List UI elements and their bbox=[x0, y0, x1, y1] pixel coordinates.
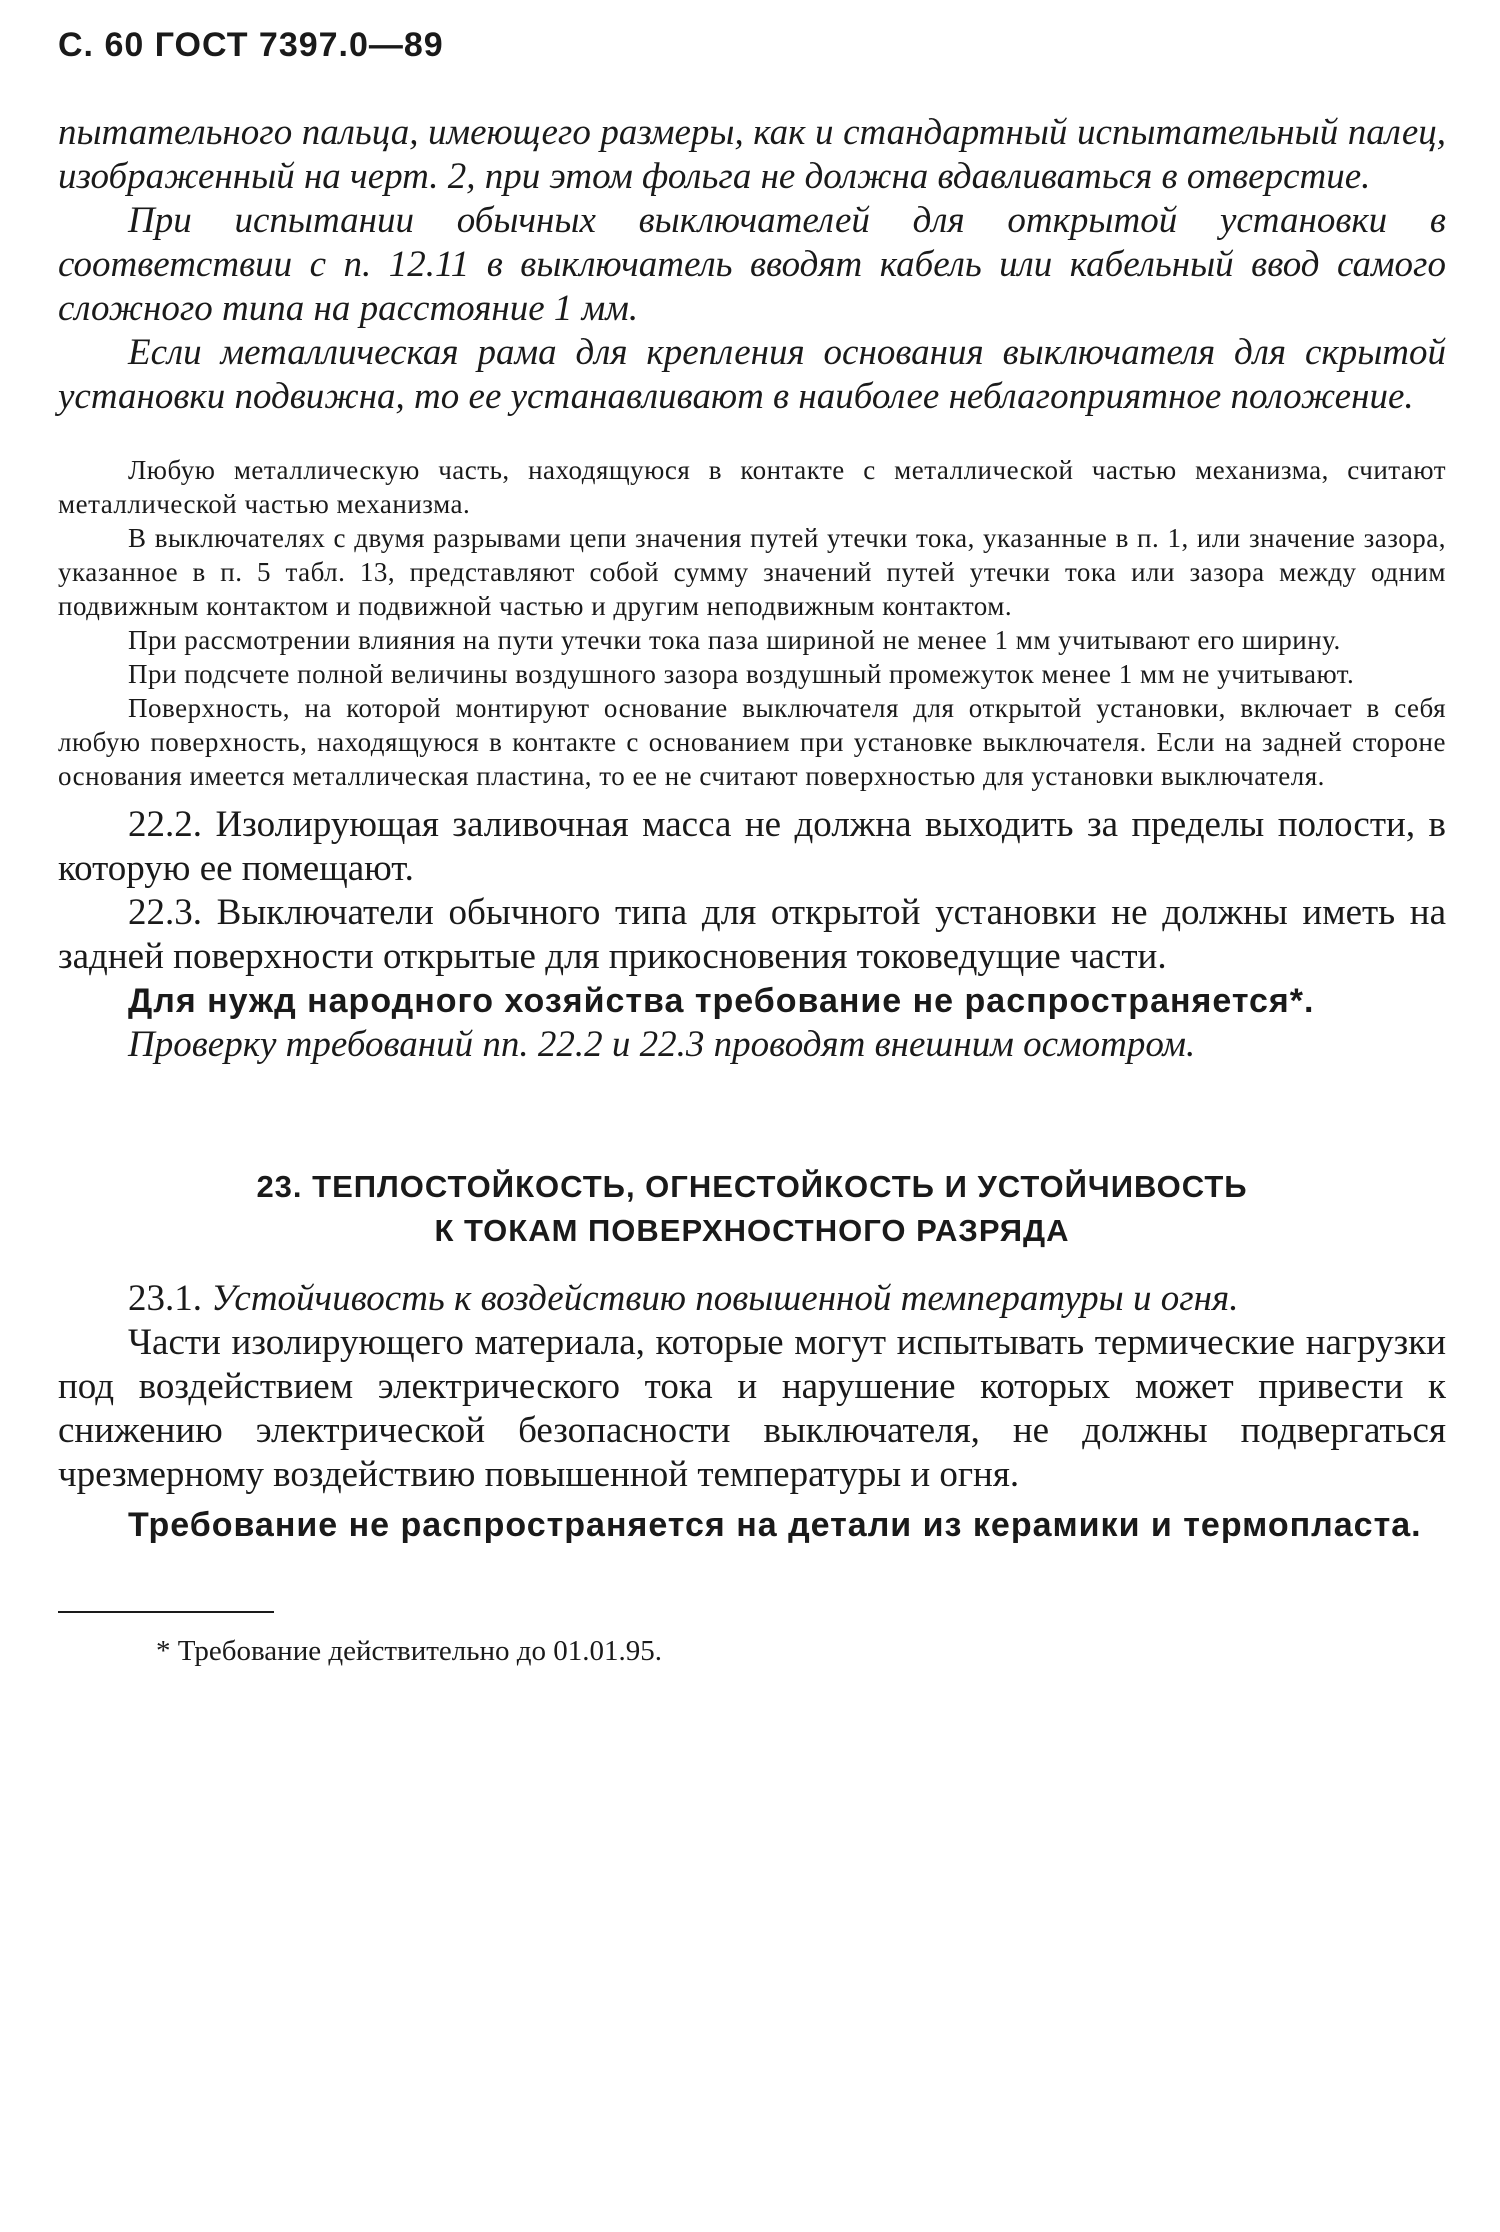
section-title-line-1: 23. ТЕПЛОСТОЙКОСТЬ, ОГНЕСТОЙКОСТЬ И УСТОЙЧИВОСТЬ bbox=[256, 1169, 1248, 1204]
clause-23-1-number: 23.1. bbox=[128, 1278, 202, 1319]
inspection-note: Проверку требований пп. 22.2 и 22.3 проводят внешним осмотром. bbox=[128, 1024, 1196, 1065]
footnote: * Требование действительно до 01.01.95. bbox=[156, 1635, 662, 1667]
document-page bbox=[58, 26, 1446, 1669]
clause-22-2: 22.2. Изолирующая заливочная масса не должна выходить за пределы полости, в которую ее помещают. bbox=[58, 804, 1446, 889]
note-paragraph: В выключателях с двумя разрывами цепи значения путей утечки тока, указанные в п. 1, или значение зазора, указанное в п. 5 табл. 13, представляют собой сумму значений путей утечки тока или зазора между одним подвижным контактом и подвижной частью и другим неподвижным контактом. bbox=[58, 523, 1446, 621]
paragraph-metal-frame: Если металлическая рама для крепления основания выключателя для скрытой установки подвижна, то ее устанавливают в наиболее неблагоприятное положение. bbox=[58, 332, 1446, 417]
paragraph-test-finger: пытательного пальца, имеющего размеры, как и стандартный испытательный палец, изображенный на черт. 2, при этом фольга не должна вдавливаться в отверстие. bbox=[58, 112, 1446, 197]
note-paragraph: Любую металлическую часть, находящуюся в контакте с металлической частью механизма, считают металлической частью механизма. bbox=[58, 455, 1446, 519]
national-economy-exception: Для нужд народного хозяйства требование не распространяется*. bbox=[128, 982, 1315, 1020]
clause-23-1-heading: Устойчивость к воздействию повышенной температуры и огня. bbox=[211, 1278, 1239, 1319]
ceramics-exception: Требование не распространяется на детали из керамики и термопласта. bbox=[128, 1506, 1422, 1544]
notes-block bbox=[58, 453, 1446, 793]
footnote-divider bbox=[58, 1611, 274, 1613]
clause-23-1-body: Части изолирующего материала, которые могут испытывать термические нагрузки под воздействием электрического тока и нарушение которых может привести к снижению электрической безопасности выключателя, не должны подвергаться чрезмерному воздействию повышенной температуры и огня. bbox=[58, 1322, 1446, 1495]
section-title-line-2: К ТОКАМ ПОВЕРХНОСТНОГО РАЗРЯДА bbox=[434, 1213, 1070, 1248]
page-header: С. 60 ГОСТ 7397.0—89 bbox=[58, 26, 444, 64]
clause-22-3: 22.3. Выключатели обычного типа для открытой установки не должны иметь на задней поверхности открытые для прикосновения токоведущие части. bbox=[58, 892, 1446, 977]
section-23-title bbox=[58, 1165, 1446, 1253]
paragraph-open-installation-test: При испытании обычных выключателей для открытой установки в соответствии с п. 12.11 в выключатель вводят кабель или кабельный ввод самого сложного типа на расстояние 1 мм. bbox=[58, 200, 1446, 329]
note-paragraph: Поверхность, на которой монтируют основание выключателя для открытой установки, включает в себя любую поверхность, находящуюся в контакте с основанием при установке выключателя. Если на задней стороне основания имеется металлическая пластина, то ее не считают поверхностью для установки выключателя. bbox=[58, 693, 1446, 791]
clause-23-1 bbox=[58, 1277, 1446, 1321]
note-paragraph: При рассмотрении влияния на пути утечки тока паза шириной не менее 1 мм учитывают его ширину. bbox=[128, 625, 1341, 655]
note-paragraph: При подсчете полной величины воздушного зазора воздушный промежуток менее 1 мм не учитывают. bbox=[128, 659, 1355, 689]
